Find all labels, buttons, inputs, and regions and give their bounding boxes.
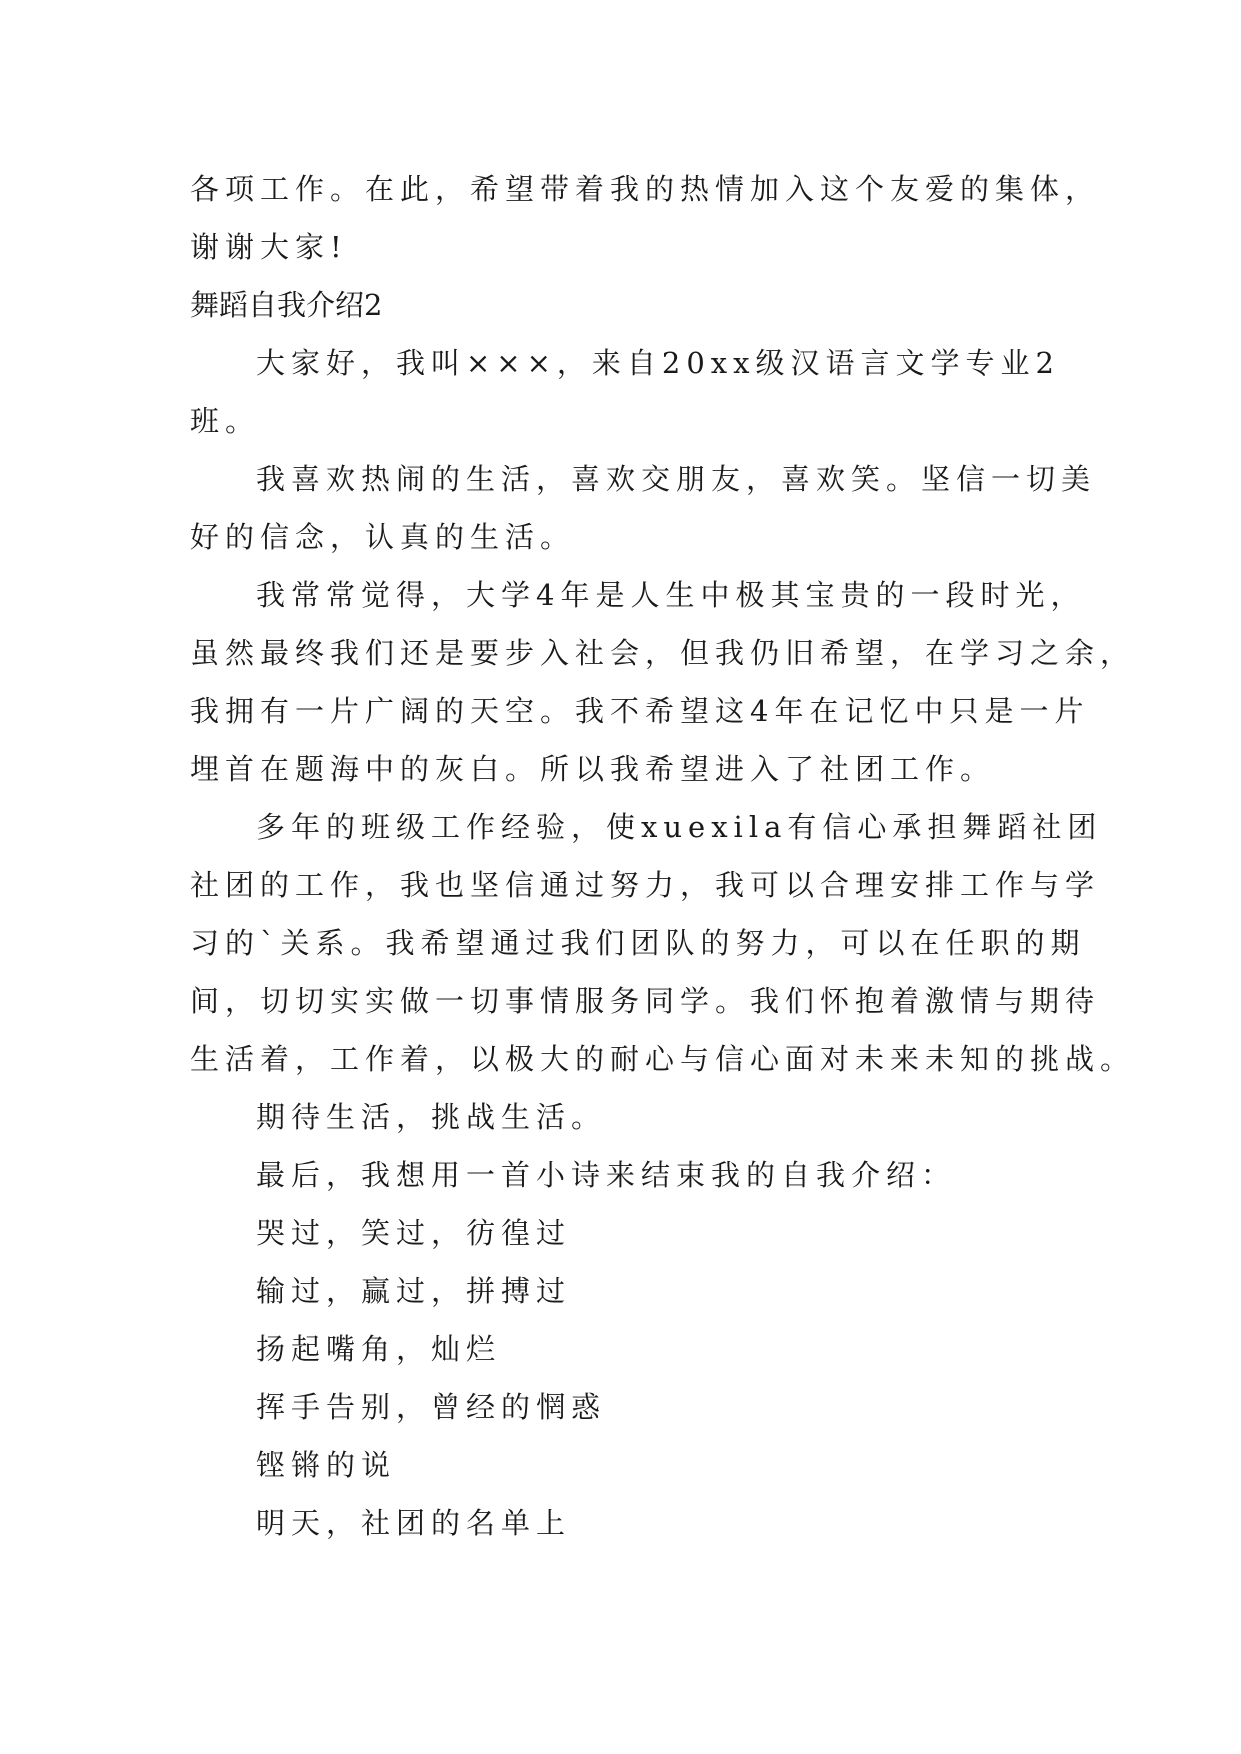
text-line: 埋首在题海中的灰白。所以我希望进入了社团工作。 xyxy=(190,752,996,786)
text-line: 期待生活，挑战生活。 xyxy=(256,1100,607,1134)
text-line: 我喜欢热闹的生活，喜欢交朋友，喜欢笑。坚信一切美 xyxy=(256,462,1097,496)
poem-line: 输过，赢过，拼搏过 xyxy=(256,1274,572,1308)
text-line: 我拥有一片广阔的天空。我不希望这4年在记忆中只是一片 xyxy=(190,694,1090,728)
poem-line: 哭过，笑过，彷徨过 xyxy=(256,1216,572,1250)
text-line: 我常常觉得，大学4年是人生中极其宝贵的一段时光， xyxy=(256,578,1086,612)
text-line: 谢谢大家! xyxy=(190,230,348,264)
text-line: 各项工作。在此，希望带着我的热情加入这个友爱的集体， xyxy=(190,172,1101,206)
text-line: 习的`关系。我希望通过我们团队的努力，可以在任职的期 xyxy=(190,926,1086,960)
poem-line: 铿锵的说 xyxy=(256,1448,397,1482)
text-line: 最后，我想用一首小诗来结束我的自我介绍： xyxy=(256,1158,957,1192)
poem-line: 明天，社团的名单上 xyxy=(256,1506,572,1540)
poem-line: 扬起嘴角，灿烂 xyxy=(256,1332,502,1366)
text-line: 多年的班级工作经验，使xuexila有信心承担舞蹈社团 xyxy=(256,810,1103,844)
text-line: 大家好，我叫×××，来自20xx级汉语言文学专业2 xyxy=(256,346,1060,380)
poem-line: 挥手告别，曾经的惘惑 xyxy=(256,1390,607,1424)
text-line: 间，切切实实做一切事情服务同学。我们怀抱着激情与期待 xyxy=(190,984,1101,1018)
text-line: 虽然最终我们还是要步入社会，但我仍旧希望，在学习之余， xyxy=(190,636,1136,670)
section-heading: 舞蹈自我介绍2 xyxy=(190,288,383,322)
text-line: 好的信念，认真的生活。 xyxy=(190,520,576,554)
text-line: 社团的工作，我也坚信通过努力，我可以合理安排工作与学 xyxy=(190,868,1101,902)
text-line: 班。 xyxy=(190,404,261,438)
text-line: 生活着，工作着，以极大的耐心与信心面对未来未知的挑战。 xyxy=(190,1042,1136,1076)
document-body xyxy=(190,160,1136,1552)
